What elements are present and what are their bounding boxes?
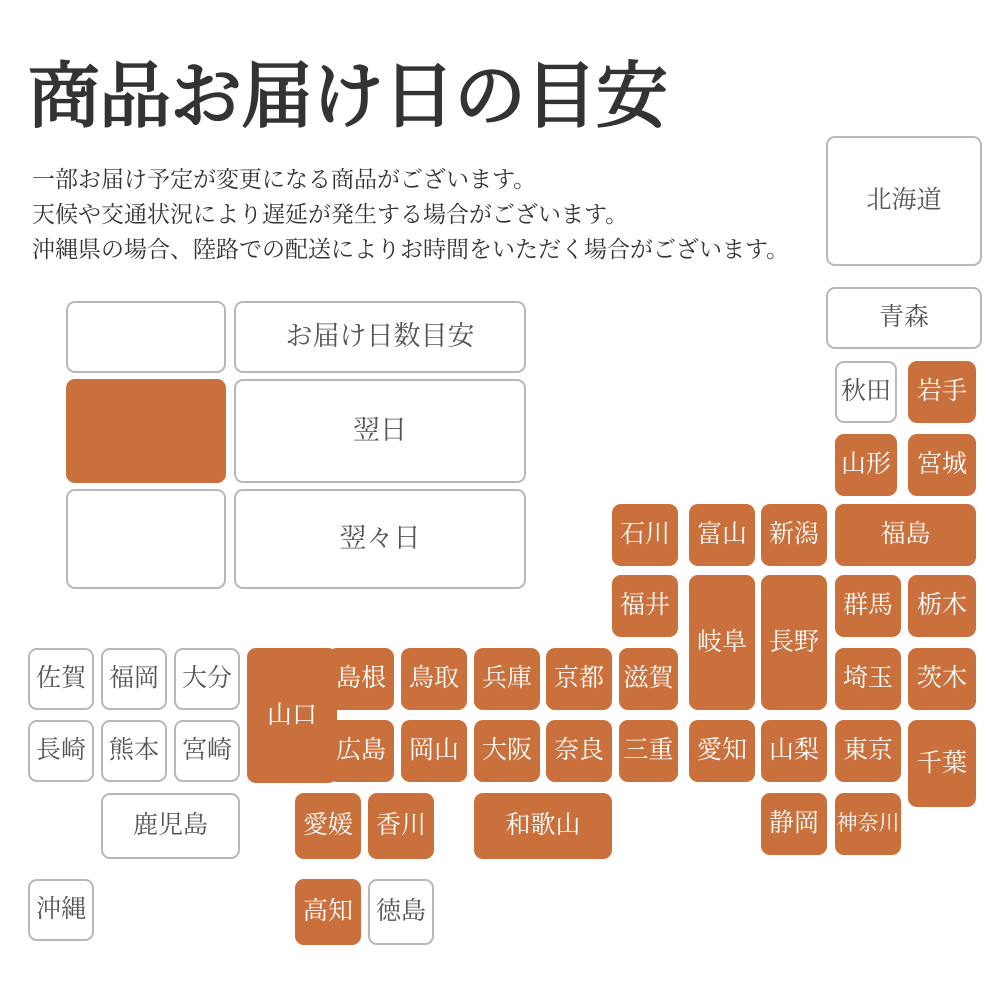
prefecture-fukuoka[interactable]: 福岡	[101, 648, 167, 710]
prefecture-yamagata[interactable]: 山形	[835, 434, 897, 496]
prefecture-nagano[interactable]: 長野	[761, 575, 827, 710]
prefecture-wakayama[interactable]: 和歌山	[474, 793, 612, 859]
legend-label-next-day: 翌日	[234, 379, 526, 483]
prefecture-gifu[interactable]: 岐阜	[689, 575, 755, 710]
prefecture-saga[interactable]: 佐賀	[28, 648, 94, 710]
prefecture-kumamoto[interactable]: 熊本	[101, 720, 167, 782]
prefecture-toyama[interactable]: 富山	[689, 504, 755, 566]
legend-header-label: お届け日数目安	[234, 301, 526, 373]
prefecture-yamanashi[interactable]: 山梨	[761, 720, 827, 782]
prefecture-kagawa[interactable]: 香川	[368, 793, 434, 859]
notes-block	[32, 162, 789, 267]
prefecture-kagoshima[interactable]: 鹿児島	[101, 793, 240, 859]
prefecture-niigata[interactable]: 新潟	[761, 504, 827, 566]
prefecture-shimane[interactable]: 島根	[328, 648, 394, 710]
prefecture-hiroshima[interactable]: 広島	[328, 720, 394, 782]
prefecture-kyoto[interactable]: 京都	[546, 648, 612, 710]
prefecture-ishikawa[interactable]: 石川	[612, 504, 678, 566]
prefecture-chiba[interactable]: 千葉	[908, 720, 976, 807]
prefecture-mie[interactable]: 三重	[619, 720, 678, 782]
prefecture-gunma[interactable]: 群馬	[835, 575, 901, 637]
legend-swatch-next-day	[66, 379, 226, 483]
prefecture-yamaguchi[interactable]: 山口	[247, 648, 337, 783]
note-line-1: 一部お届け予定が変更になる商品がございます。	[32, 166, 537, 192]
prefecture-osaka[interactable]: 大阪	[474, 720, 540, 782]
prefecture-okinawa[interactable]: 沖縄	[28, 879, 94, 941]
prefecture-miyazaki[interactable]: 宮崎	[174, 720, 240, 782]
prefecture-tokushima[interactable]: 徳島	[368, 879, 434, 945]
prefecture-fukui[interactable]: 福井	[612, 575, 678, 637]
prefecture-saitama[interactable]: 埼玉	[835, 648, 901, 710]
prefecture-miyagi[interactable]: 宮城	[908, 434, 976, 496]
note-line-2: 天候や交通状況により遅延が発生する場合がございます。	[32, 201, 629, 227]
prefecture-kochi[interactable]: 高知	[295, 879, 361, 945]
prefecture-tokyo[interactable]: 東京	[835, 720, 901, 782]
prefecture-okayama[interactable]: 岡山	[401, 720, 467, 782]
prefecture-hyogo[interactable]: 兵庫	[474, 648, 540, 710]
prefecture-nagasaki[interactable]: 長崎	[28, 720, 94, 782]
prefecture-hokkaido[interactable]: 北海道	[826, 136, 982, 266]
prefecture-fukushima[interactable]: 福島	[835, 504, 976, 566]
prefecture-iwate[interactable]: 岩手	[908, 361, 976, 423]
prefecture-aichi[interactable]: 愛知	[689, 720, 755, 782]
prefecture-shiga[interactable]: 滋賀	[619, 648, 678, 710]
prefecture-kanagawa[interactable]: 神奈川	[835, 793, 901, 855]
prefecture-shizuoka[interactable]: 静岡	[761, 793, 827, 855]
legend-swatch-empty	[66, 301, 226, 373]
page-title: 商品お届け日の目安	[28, 57, 668, 137]
prefecture-tochigi[interactable]: 栃木	[908, 575, 976, 637]
prefecture-ehime[interactable]: 愛媛	[295, 793, 361, 859]
prefecture-tottori[interactable]: 鳥取	[401, 648, 467, 710]
prefecture-nara[interactable]: 奈良	[546, 720, 612, 782]
prefecture-oita[interactable]: 大分	[174, 648, 240, 710]
prefecture-akita[interactable]: 秋田	[835, 361, 897, 423]
legend-label-two-days: 翌々日	[234, 489, 526, 589]
prefecture-ibaraki[interactable]: 茨木	[908, 648, 976, 710]
prefecture-aomori[interactable]: 青森	[826, 287, 982, 349]
legend-swatch-two-days	[66, 489, 226, 589]
note-line-3: 沖縄県の場合、陸路での配送によりお時間をいただく場合がございます。	[32, 236, 790, 262]
